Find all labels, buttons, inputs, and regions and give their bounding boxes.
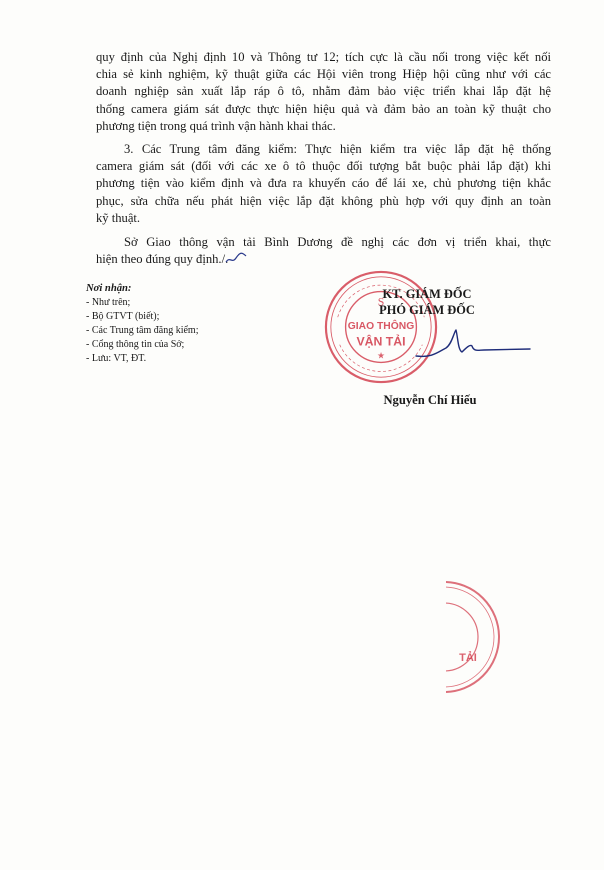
handwritten-signature xyxy=(412,326,532,366)
text-line: hiện theo đúng quy định./. xyxy=(96,252,229,267)
text-line: quy định của Nghị định 10 và Thông tư 12; tích cực là cầu nối trong việc kết nối xyxy=(96,50,551,64)
svg-text:S: S xyxy=(377,294,385,309)
initials-mark xyxy=(224,248,250,266)
recipient-item: - Các Trung tâm đăng kiểm; xyxy=(86,325,199,336)
recipient-item: - Bộ GTVT (biết); xyxy=(86,311,160,322)
text-line: camera giám sát (đối với các xe ô tô thuộc đối tượng bắt buộc phải lắp đặt) khi xyxy=(96,159,551,174)
svg-text:GIAO THÔNG: GIAO THÔNG xyxy=(347,320,415,332)
recipients-heading: Nơi nhận: xyxy=(86,283,132,294)
text-line: kỹ thuật. xyxy=(96,210,141,225)
text-line: doanh nghiệp sản xuất lắp ráp ô tô, nhằm đảm bảo việc triển khai lắp đặt hệ xyxy=(96,84,551,99)
signature-title-2: PHÓ GIÁM ĐỐC xyxy=(379,303,475,317)
recipient-item: - Cổng thông tin của Sở; xyxy=(86,339,185,350)
recipient-item: - Lưu: VT, ĐT. xyxy=(86,353,147,364)
paragraph-1 xyxy=(96,49,551,135)
margin-seal-partial xyxy=(446,578,506,696)
svg-text:★: ★ xyxy=(377,350,385,361)
text-line: chia sẻ kinh nghiệm, kỹ thuật giữa các Hội viên trong Hiệp hội cũng như với các xyxy=(96,67,551,82)
svg-text:TẢI: TẢI xyxy=(459,652,477,664)
recipient-item: - Như trên; xyxy=(86,297,131,308)
svg-text:VẬN TẢI: VẬN TẢI xyxy=(356,334,406,349)
signer-name: Nguyễn Chí Hiếu xyxy=(383,393,477,407)
paragraph-3 xyxy=(96,234,551,268)
recipients-block xyxy=(86,282,326,366)
signature-title-1: KT. GIÁM ĐỐC xyxy=(382,287,472,301)
text-line: phương tiện vào kiểm định và đưa ra khuyến cáo để lái xe, chủ phương tiện khắc xyxy=(96,176,551,191)
text-line: phục, sửa chữa nếu phát hiện việc lắp đặt không phù hợp với quy định an toàn xyxy=(96,193,551,208)
text-line: 3. Các Trung tâm đăng kiểm: Thực hiện kiểm tra việc lắp đặt hệ thống xyxy=(124,142,551,156)
paragraph-2 xyxy=(96,141,551,227)
text-line: phương tiện trong quá trình vận hành khai thác. xyxy=(96,118,336,133)
text-line: thống camera giám sát được thực hiện hiệu quả và đảm bảo an toàn kỹ thuật cho xyxy=(96,101,551,116)
text-line: Sở Giao thông vận tải Bình Dương đề nghị các đơn vị triển khai, thực xyxy=(124,235,551,249)
